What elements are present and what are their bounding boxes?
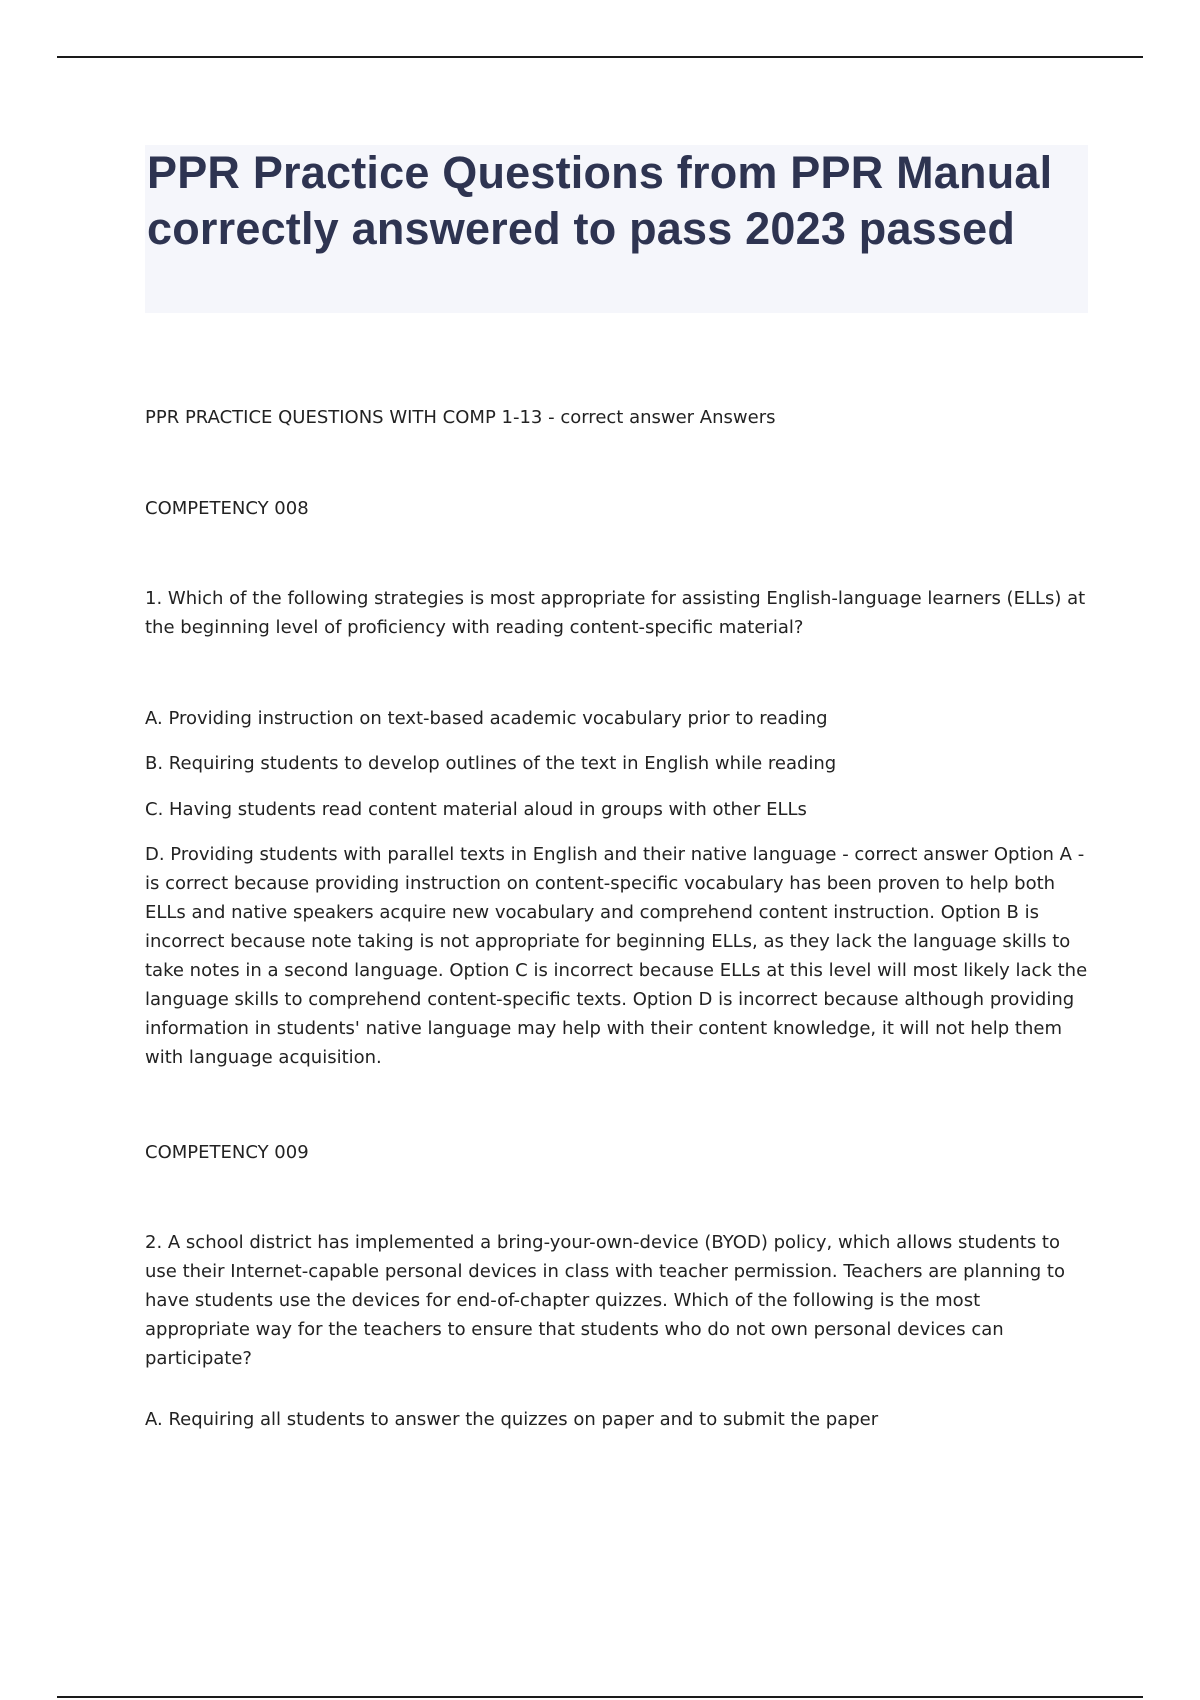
question-2: 2. A school district has implemented a bring-your-own-device (BYOD) policy, which allows students to use their Internet-capable personal devices in class with teacher permission. Teachers are planning to have students use the devices for end-of-chapter quizzes. Which of the following is the most appropriate way for the teachers to ensure that students who do not own personal devices can participate? — [145, 1232, 1065, 1369]
document-title: PPR Practice Questions from PPR Manual correctly answered to pass 2023 passed — [147, 147, 1053, 254]
top-divider — [57, 56, 1143, 58]
question-1: 1. Which of the following strategies is most appropriate for assisting English-language learners (ELLs) at the beginning level of proficiency with reading content-specific material? — [145, 588, 1086, 638]
intro-line: PPR PRACTICE QUESTIONS WITH COMP 1-13 - correct answer Answers — [145, 407, 776, 428]
question-1-option-d-answer: D. Providing students with parallel texts in English and their native language - correct answer Option A - is correct because providing instruction on content-specific vocabulary has been proven to help both ELLs and native speakers acquire new vocabulary and comprehend content instruction. Option B is incorrect because note taking is not appropriate for beginning ELLs, as they lack the language skills to take notes in a second language. Option C is incorrect because ELLs at this level will most likely lack the language skills to comprehend content-specific texts. Option D is incorrect because although providing information in students' native language may help with their content knowledge, it will not help them with language acquisition. — [145, 844, 1088, 1068]
section-heading-008: COMPETENCY 008 — [145, 498, 309, 519]
question-1-option-a: A. Providing instruction on text-based academic vocabulary prior to reading — [145, 708, 828, 729]
question-1-option-c: C. Having students read content material aloud in groups with other ELLs — [145, 799, 807, 820]
bottom-divider — [57, 1696, 1143, 1698]
title-banner — [145, 145, 1088, 313]
question-1-option-b: B. Requiring students to develop outlines of the text in English while reading — [145, 753, 837, 774]
question-2-option-a: A. Requiring all students to answer the quizzes on paper and to submit the paper — [145, 1409, 879, 1430]
section-heading-009: COMPETENCY 009 — [145, 1142, 309, 1163]
